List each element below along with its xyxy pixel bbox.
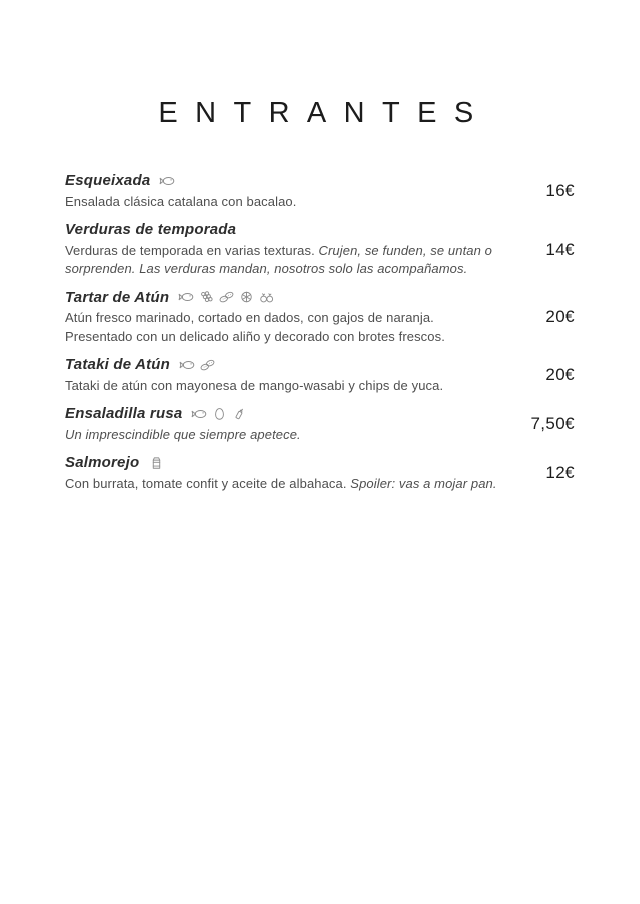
item-name: Ensaladilla rusa xyxy=(65,405,183,423)
menu-item xyxy=(65,288,575,346)
item-allergen-icons xyxy=(148,456,165,470)
menu-item xyxy=(65,171,575,211)
item-description xyxy=(65,426,518,444)
fish-icon xyxy=(191,407,208,421)
item-description xyxy=(65,377,533,395)
fish-icon xyxy=(178,290,195,304)
item-description xyxy=(65,193,533,211)
milk-icon xyxy=(148,456,165,470)
item-price: 20€ xyxy=(545,306,575,326)
description-text: Presentado con un delicado aliño y decorado con brotes frescos. xyxy=(65,328,445,344)
menu-item xyxy=(65,453,575,493)
description-text: Crujen, se funden, se untan o sorprenden. Las verduras mandan, nosotros solo las acompañamos. xyxy=(65,242,492,277)
menu-item-content xyxy=(65,355,533,395)
item-name: Salmorejo xyxy=(65,454,140,472)
mustard-icon xyxy=(231,407,248,421)
item-price: 14€ xyxy=(545,239,575,259)
description-text: Spoiler: vas a mojar pan. xyxy=(350,475,497,491)
item-price: 20€ xyxy=(545,365,575,385)
description-text: Tataki de atún con mayonesa de mango-wasabi y chips de yuca. xyxy=(65,377,444,393)
citrus-slice-icon xyxy=(238,290,255,304)
description-text: Ensalada clásica catalana con bacalao. xyxy=(65,193,297,209)
item-name: Verduras de temporada xyxy=(65,221,237,239)
item-allergen-icons xyxy=(159,174,176,188)
menu-item-content xyxy=(65,453,533,493)
description-text: Verduras de temporada en varias texturas. xyxy=(65,242,319,258)
menu-item-content xyxy=(65,288,533,346)
item-name-row xyxy=(65,171,533,191)
item-name-row xyxy=(65,355,533,375)
item-name-row xyxy=(65,288,533,308)
item-description xyxy=(65,242,533,279)
egg-icon xyxy=(211,407,228,421)
description-text: Con burrata, tomate confit y aceite de albahaca. xyxy=(65,475,351,491)
item-allergen-icons xyxy=(191,407,248,421)
item-name-row xyxy=(65,453,533,473)
item-description xyxy=(65,475,533,493)
description-text: Un imprescindible que siempre apetece. xyxy=(65,426,301,442)
fish-icon xyxy=(179,358,196,372)
menu-item xyxy=(65,404,575,444)
menu-item xyxy=(65,355,575,395)
menu-list xyxy=(65,171,575,493)
item-name: Esqueixada xyxy=(65,172,151,190)
soy-icon xyxy=(258,290,275,304)
item-price: 7,50€ xyxy=(530,414,575,434)
grapes-icon xyxy=(198,290,215,304)
item-name: Tataki de Atún xyxy=(65,356,171,374)
sesame-icon xyxy=(199,358,216,372)
item-price: 16€ xyxy=(545,181,575,201)
page-title: ENTRANTES xyxy=(158,97,491,129)
item-name-row xyxy=(65,220,533,240)
sesame-icon xyxy=(218,290,235,304)
item-name: Tartar de Atún xyxy=(65,288,170,306)
menu-item xyxy=(65,220,575,278)
item-description xyxy=(65,309,533,346)
menu-item-content xyxy=(65,171,533,211)
item-allergen-icons xyxy=(178,290,275,304)
item-name-row xyxy=(65,404,518,424)
item-allergen-icons xyxy=(179,358,216,372)
item-price: 12€ xyxy=(545,462,575,482)
menu-item-content xyxy=(65,404,518,444)
fish-icon xyxy=(159,174,176,188)
menu-item-content xyxy=(65,220,533,278)
description-text: Atún fresco marinado, cortado en dados, con gajos de naranja. xyxy=(65,310,434,326)
